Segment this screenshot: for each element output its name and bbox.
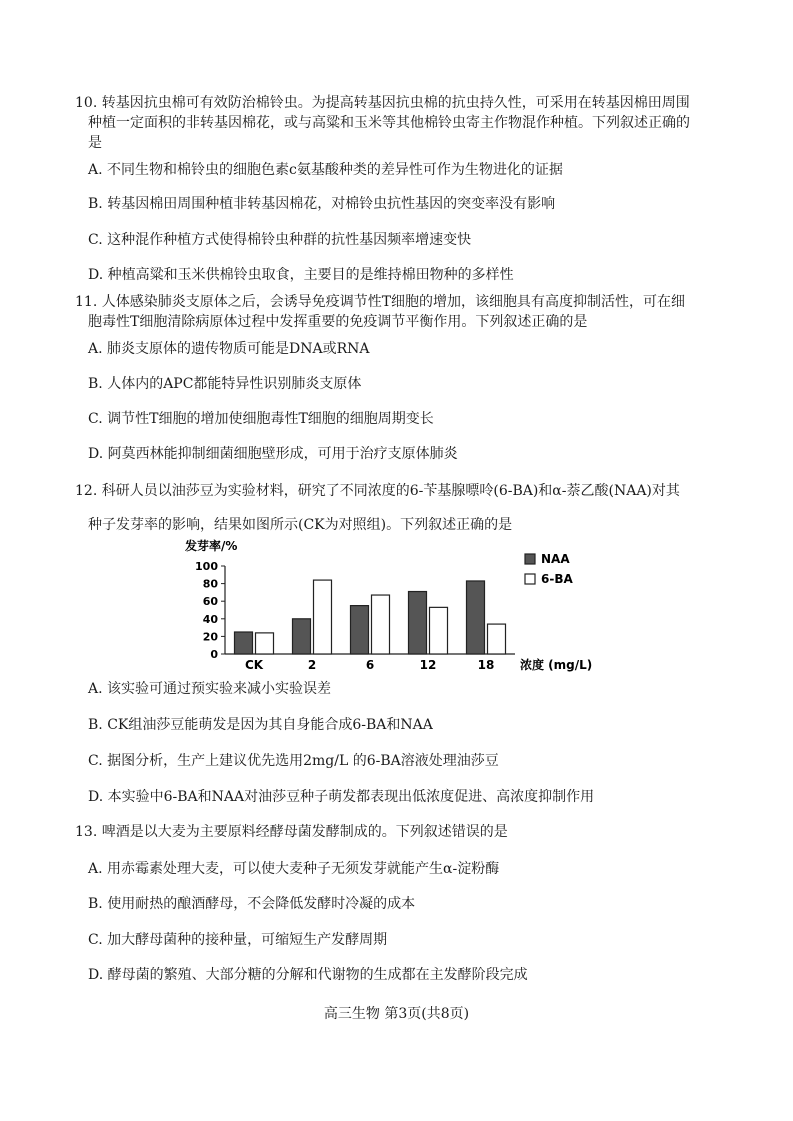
y-tick-label: 100 [195,560,218,573]
bar-naa-12 [409,592,427,654]
q11-option-d: D. 阿莫西林能抑制细菌细胞壁形成，可用于治疗支原体肺炎 [88,446,458,462]
germination-bar-chart [180,535,600,680]
x-tick-label: CK [244,658,264,672]
q10-stem-line-1: 10. 转基因抗虫棉可有效防治棉铃虫。为提高转基因抗虫棉的抗虫持久性，可采用在转基因棉田周围 [75,95,690,111]
q12-stem-line-2: 种子发芽率的影响，结果如图所示(CK为对照组)。下列叙述正确的是 [88,517,513,533]
q10-option-d: D. 种植高粱和玉米供棉铃虫取食，主要目的是维持棉田物种的多样性 [88,267,514,283]
x-tick-label: 6 [365,658,375,672]
bar-6-ba-6 [372,595,390,654]
q12-option-b: B. CK组油莎豆能萌发是因为其自身能合成6-BA和NAA [88,717,433,733]
q10-stem-line-2: 种植一定面积的非转基因棉花，或与高粱和玉米等其他棉铃虫寄主作物混作种植。下列叙述正确的 [88,115,690,131]
q10-option-a: A. 不同生物和棉铃虫的细胞色素c氨基酸种类的差异性可作为生物进化的证据 [88,162,563,178]
q12-option-d: D. 本实验中6-BA和NAA对油莎豆种子萌发都表现出低浓度促进、高浓度抑制作用 [88,789,595,805]
legend-label-naa: NAA [541,552,570,566]
bar-6-ba-18 [488,624,506,654]
x-tick-label: 12 [419,658,437,672]
q12-stem-line-1: 12. 科研人员以油莎豆为实验材料，研究了不同浓度的6-苄基腺嘌呤(6-BA)和α-萘乙酸(NAA)对其 [75,483,680,499]
q10-option-b: B. 转基因棉田周围种植非转基因棉花，对棉铃虫抗性基因的突变率没有影响 [88,196,556,212]
x-axis-label: 浓度 (mg/L) [520,658,593,672]
bar-naa-18 [467,581,485,654]
y-tick-label: 80 [202,577,218,591]
y-tick-label: 60 [202,595,218,609]
y-tick-label: 40 [202,612,218,626]
bar-naa-2 [293,619,311,654]
q13-option-b: B. 使用耐热的酿酒酵母，不会降低发酵时冷凝的成本 [88,896,416,912]
q11-stem-line-1: 11. 人体感染肺炎支原体之后，会诱导免疫调节性T细胞的增加，该细胞具有高度抑制活性，可在细 [75,294,686,310]
q13-stem-line-1: 13. 啤酒是以大麦为主要原料经酵母菌发酵制成的。下列叙述错误的是 [75,824,508,840]
q11-option-b: B. 人体内的APC都能特异性识别肺炎支原体 [88,376,362,392]
bar-naa-6 [351,606,369,654]
y-tick-label: 20 [202,630,218,644]
bar-naa-ck [235,632,253,654]
bar-6-ba-2 [314,580,332,654]
q10-option-c: C. 这种混作种植方式使得棉铃虫种群的抗性基因频率增速变快 [88,232,472,248]
bar-6-ba-ck [256,633,274,654]
q11-option-a: A. 肺炎支原体的遗传物质可能是DNA或RNA [88,341,370,357]
q10-stem-line-3: 是 [88,135,102,151]
q12-option-a: A. 该实验可通过预实验来减小实验误差 [88,681,332,697]
legend-swatch-6-ba [525,574,535,584]
legend-label-6-ba: 6-BA [541,572,573,586]
legend-swatch-naa [525,554,535,564]
x-tick-label: 18 [477,658,495,672]
x-tick-label: 2 [307,658,317,672]
page-footer: 高三生物 第3页(共8页) [323,1006,470,1022]
q13-option-d: D. 酵母菌的繁殖、大部分糖的分解和代谢物的生成都在主发酵阶段完成 [88,967,528,983]
y-axis-label: 发芽率/% [185,539,238,553]
q13-option-a: A. 用赤霉素处理大麦，可以使大麦种子无须发芽就能产生α-淀粉酶 [88,861,500,877]
q11-stem-line-2: 胞毒性T细胞清除病原体过程中发挥重要的免疫调节平衡作用。下列叙述正确的是 [88,314,588,330]
bar-6-ba-12 [430,607,448,654]
y-tick-label: 0 [210,648,218,661]
q11-option-c: C. 调节性T细胞的增加使细胞毒性T细胞的细胞周期变长 [88,411,434,427]
q12-option-c: C. 据图分析，生产上建议优先选用2mg/L 的6-BA溶液处理油莎豆 [88,753,499,769]
q13-option-c: C. 加大酵母菌种的接种量，可缩短生产发酵周期 [88,932,388,948]
